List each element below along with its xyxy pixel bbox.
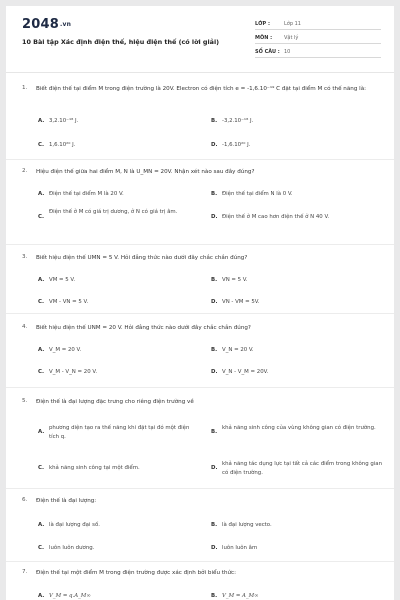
- divider: [6, 488, 394, 489]
- question-stem: Biết hiệu điện thế UMN = 5 V. Hỏi đẳng thức nào dưới đây chắc chắn đúng?: [36, 255, 248, 261]
- page-title: 10 Bài tập Xác định điện thế, hiệu điện thế (có lời giải): [22, 38, 220, 46]
- question-stem: Điện thế tại một điểm M trong điện trường được xác định bởi biểu thức:: [36, 570, 237, 576]
- divider: [6, 313, 394, 314]
- divider: [6, 159, 394, 160]
- meta-grade: LỚP : Lớp 11: [255, 18, 381, 30]
- logo-text: 2048: [22, 17, 59, 32]
- document-header: [6, 6, 394, 66]
- meta-subject: MÔN : Vật lý: [255, 32, 381, 44]
- logo-tld: .vn: [59, 21, 72, 28]
- document-page: 2048.vn 10 Bài tập Xác định điện thế, hiệu điện thế (có lời giải) LỚP : Lớp 11 MÔN : Vật lý SỐ CÂU : 10 1. Biết điện thế tại điểm M trong điện trường là 20V. Electron có điện tích e = -1,6.10⁻¹⁹ C đặt tại điểm M có thế năng là: A. 3,2.10⁻¹⁸ J. B. -3,2.10⁻¹⁸ J. C. 1,6.10²⁰ J. D. -1,6.10²⁰ J. 2. Hiệu điện thế giữa hai điểm M, N là U_MN = 20V. Nhận xét nào sau đây đúng? A. Điện thế tại điểm M là 20 V. B. Điện thế tại điểm N là 0 V. C. Điện thế ở M có giá trị dương, ở N có giá trị âm. D. Điện thế ở M cao hơn điện thế ở N 40 V. 3. Biết hiệu điện thế UMN = 5 V. Hỏi đẳng thức nào dưới đây chắc chắn đúng? A. VM = 5 V. B. VN = 5 V. C. VM - VN = 5 V. D. VN - VM = 5V. 4. Biết hiệu điện thế UNM = 20 V. Hỏi đẳng thức nào dưới đây chắc chắn đúng? A. V_M = 20 V. B. V_N = 20 V. C. V_M - V_N = 20 V. D. V_N - V_M = 20V. 5. Điện thế là đại lượng đặc trưng cho riêng điện trường về A. phương diện tạo ra thế năng khi đặt tại đó một điện tích q. B. khả năng sinh công của vùng không gian có điện trường. C. khả năng sinh công tại một điểm. D. khả năng tác dụng lực tại tất cả các điểm trong không gian có điện trường. 6. Điện thế là đại lượng: A. là đại lượng đại số. B. là đại lượng vecto. C. luôn luôn dương. D. luôn luôn âm 7. Điện thế tại một điểm M trong điện trường được xác định bởi biểu thức: A. V_M = q.A_M∞ B. V_M = A_M∞: [6, 6, 394, 600]
- question-stem: Điện thế là đại lượng:: [36, 498, 97, 504]
- question-stem: Điện thế là đại lượng đặc trưng cho riêng điện trường về: [36, 399, 194, 405]
- site-logo[interactable]: [22, 17, 71, 32]
- question-stem: Biết điện thế tại điểm M trong điện trường là 20V. Electron có điện tích e = -1,6.10⁻¹⁹ C đặt tại điểm M có thế năng là:: [36, 86, 367, 92]
- divider: [6, 244, 394, 245]
- meta-question-count: SỐ CÂU : 10: [255, 46, 381, 58]
- divider: [6, 387, 394, 388]
- question-stem: Hiệu điện thế giữa hai điểm M, N là U_MN = 20V. Nhận xét nào sau đây đúng?: [36, 169, 255, 175]
- header-divider: [6, 72, 394, 73]
- divider: [6, 561, 394, 562]
- question-stem: Biết hiệu điện thế UNM = 20 V. Hỏi đẳng thức nào dưới đây chắc chắn đúng?: [36, 325, 251, 331]
